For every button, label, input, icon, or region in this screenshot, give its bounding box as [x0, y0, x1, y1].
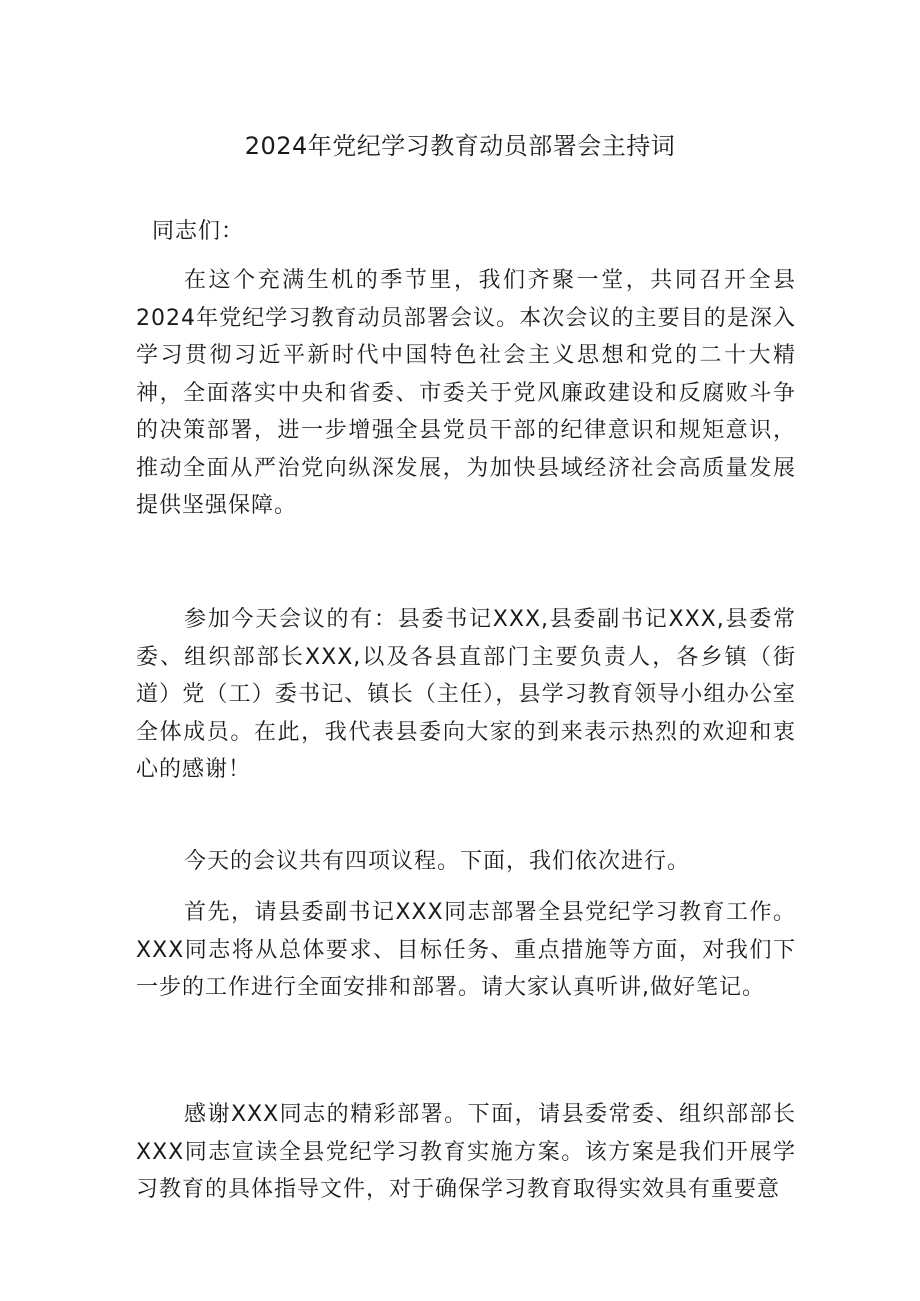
paragraph-attendees: 参加今天会议的有：县委书记XXX,县委副书记XXX,县委常委、组织部部长XXX,以及各县直部门主要负责人，各乡镇（街道）党（工）委书记、镇长（主任），县学习教育领导小组办公室全体成员。在此，我代表县委向大家的到来表示热烈的欢迎和衷心的感谢！: [136, 607, 796, 782]
paragraph-first-item: 首先，请县委副书记XXX同志部署全县党纪学习教育工作。XXX同志将从总体要求、目标任务、重点措施等方面，对我们下一步的工作进行全面安排和部署。请大家认真听讲,做好笔记。: [136, 900, 796, 1000]
paragraph-opening: 在这个充满生机的季节里，我们齐聚一堂，共同召开全县2024年党纪学习教育动员部署会议。本次会议的主要目的是深入学习贯彻习近平新时代中国特色社会主义思想和党的二十大精神，全面落实中央和省委、市委关于党风廉政建设和反腐败斗争的决策部署，进一步增强全县党员干部的纪律意识和规矩意识，推动全面从严治党向纵深发展，为加快县域经济社会高质量发展提供坚强保障。: [136, 268, 796, 518]
paragraph-agenda: 今天的会议共有四项议程。下面，我们依次进行。: [184, 849, 691, 874]
paragraph-second-item: 感谢XXX同志的精彩部署。下面，请县委常委、组织部部长XXX同志宣读全县党纪学习教育实施方案。该方案是我们开展学习教育的具体指导文件，对于确保学习教育取得实效具有重要意: [136, 1102, 796, 1202]
salutation: 同志们：: [152, 219, 245, 244]
document-title: 2024年党纪学习教育动员部署会主持词: [244, 132, 676, 160]
